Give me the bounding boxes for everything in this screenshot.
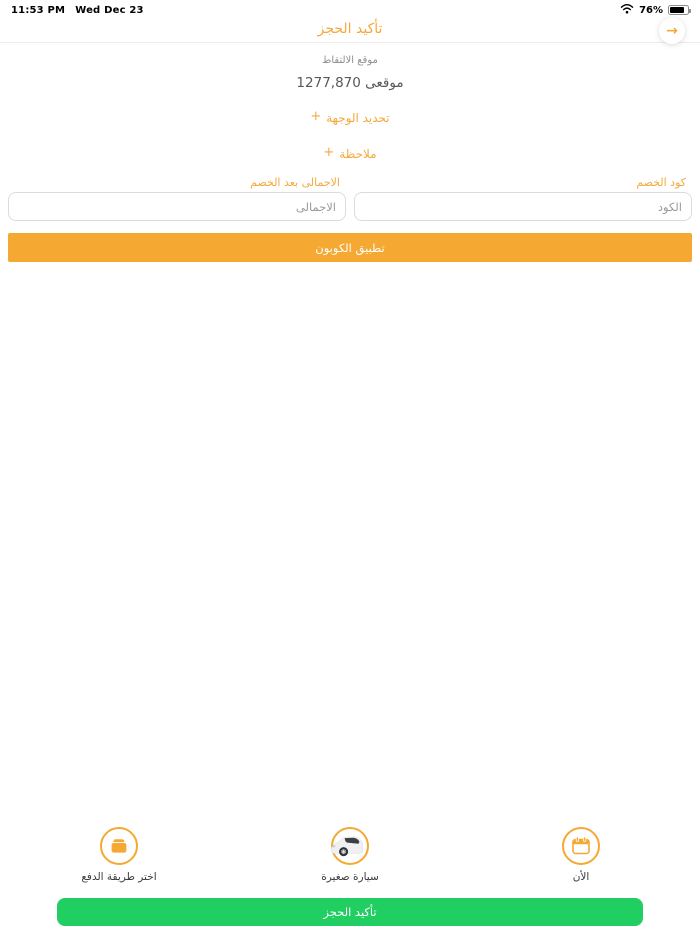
back-button[interactable] <box>659 18 685 44</box>
wifi-icon <box>620 3 634 17</box>
battery-percent: 76% <box>639 4 663 16</box>
header <box>0 20 700 43</box>
total-after-discount-input[interactable] <box>8 192 346 221</box>
add-destination-link[interactable] <box>0 110 700 125</box>
car-option-label: سيارة صغيرة <box>321 871 379 883</box>
total-after-discount-field-group <box>8 176 346 221</box>
pickup-location-value: موقعى 1277,870 <box>296 75 404 91</box>
status-bar <box>0 0 700 20</box>
choose-payment-method-option[interactable] <box>58 827 180 883</box>
booking-time-option[interactable] <box>520 827 642 883</box>
battery-icon <box>668 5 689 15</box>
add-destination-label: تحديد الوجهة <box>326 110 390 125</box>
plus-icon: + <box>310 109 322 124</box>
payment-option-label: اختر طريقة الدفع <box>81 871 157 883</box>
confirm-booking-button[interactable]: تأكيد الحجز <box>57 898 643 926</box>
pickup-location-label: موقع الالتقاط <box>322 55 378 66</box>
apply-coupon-button[interactable]: تطبيق الكوبون <box>8 233 692 262</box>
car-type-option[interactable] <box>289 827 411 883</box>
add-note-label: ملاحظة <box>339 146 377 161</box>
discount-code-field-group <box>354 176 692 221</box>
discount-code-input[interactable] <box>354 192 692 221</box>
car-icon <box>331 827 369 865</box>
main-content <box>0 44 700 262</box>
add-note-link[interactable] <box>0 146 700 161</box>
plus-icon: + <box>323 145 335 160</box>
wallet-icon <box>100 827 138 865</box>
page-title: تأكيد الحجز <box>317 21 383 37</box>
clock-time: 11:53 PM <box>11 4 66 16</box>
time-option-label: الأن <box>572 871 590 883</box>
coupon-form <box>0 176 700 221</box>
discount-code-label: كود الخصم <box>636 176 686 189</box>
calendar-icon <box>562 827 600 865</box>
clock-date: Wed Dec 23 <box>75 4 144 16</box>
booking-options <box>0 827 700 890</box>
total-after-discount-label: الاجمالى بعد الخصم <box>250 176 340 189</box>
arrow-right-icon: → <box>666 23 678 39</box>
